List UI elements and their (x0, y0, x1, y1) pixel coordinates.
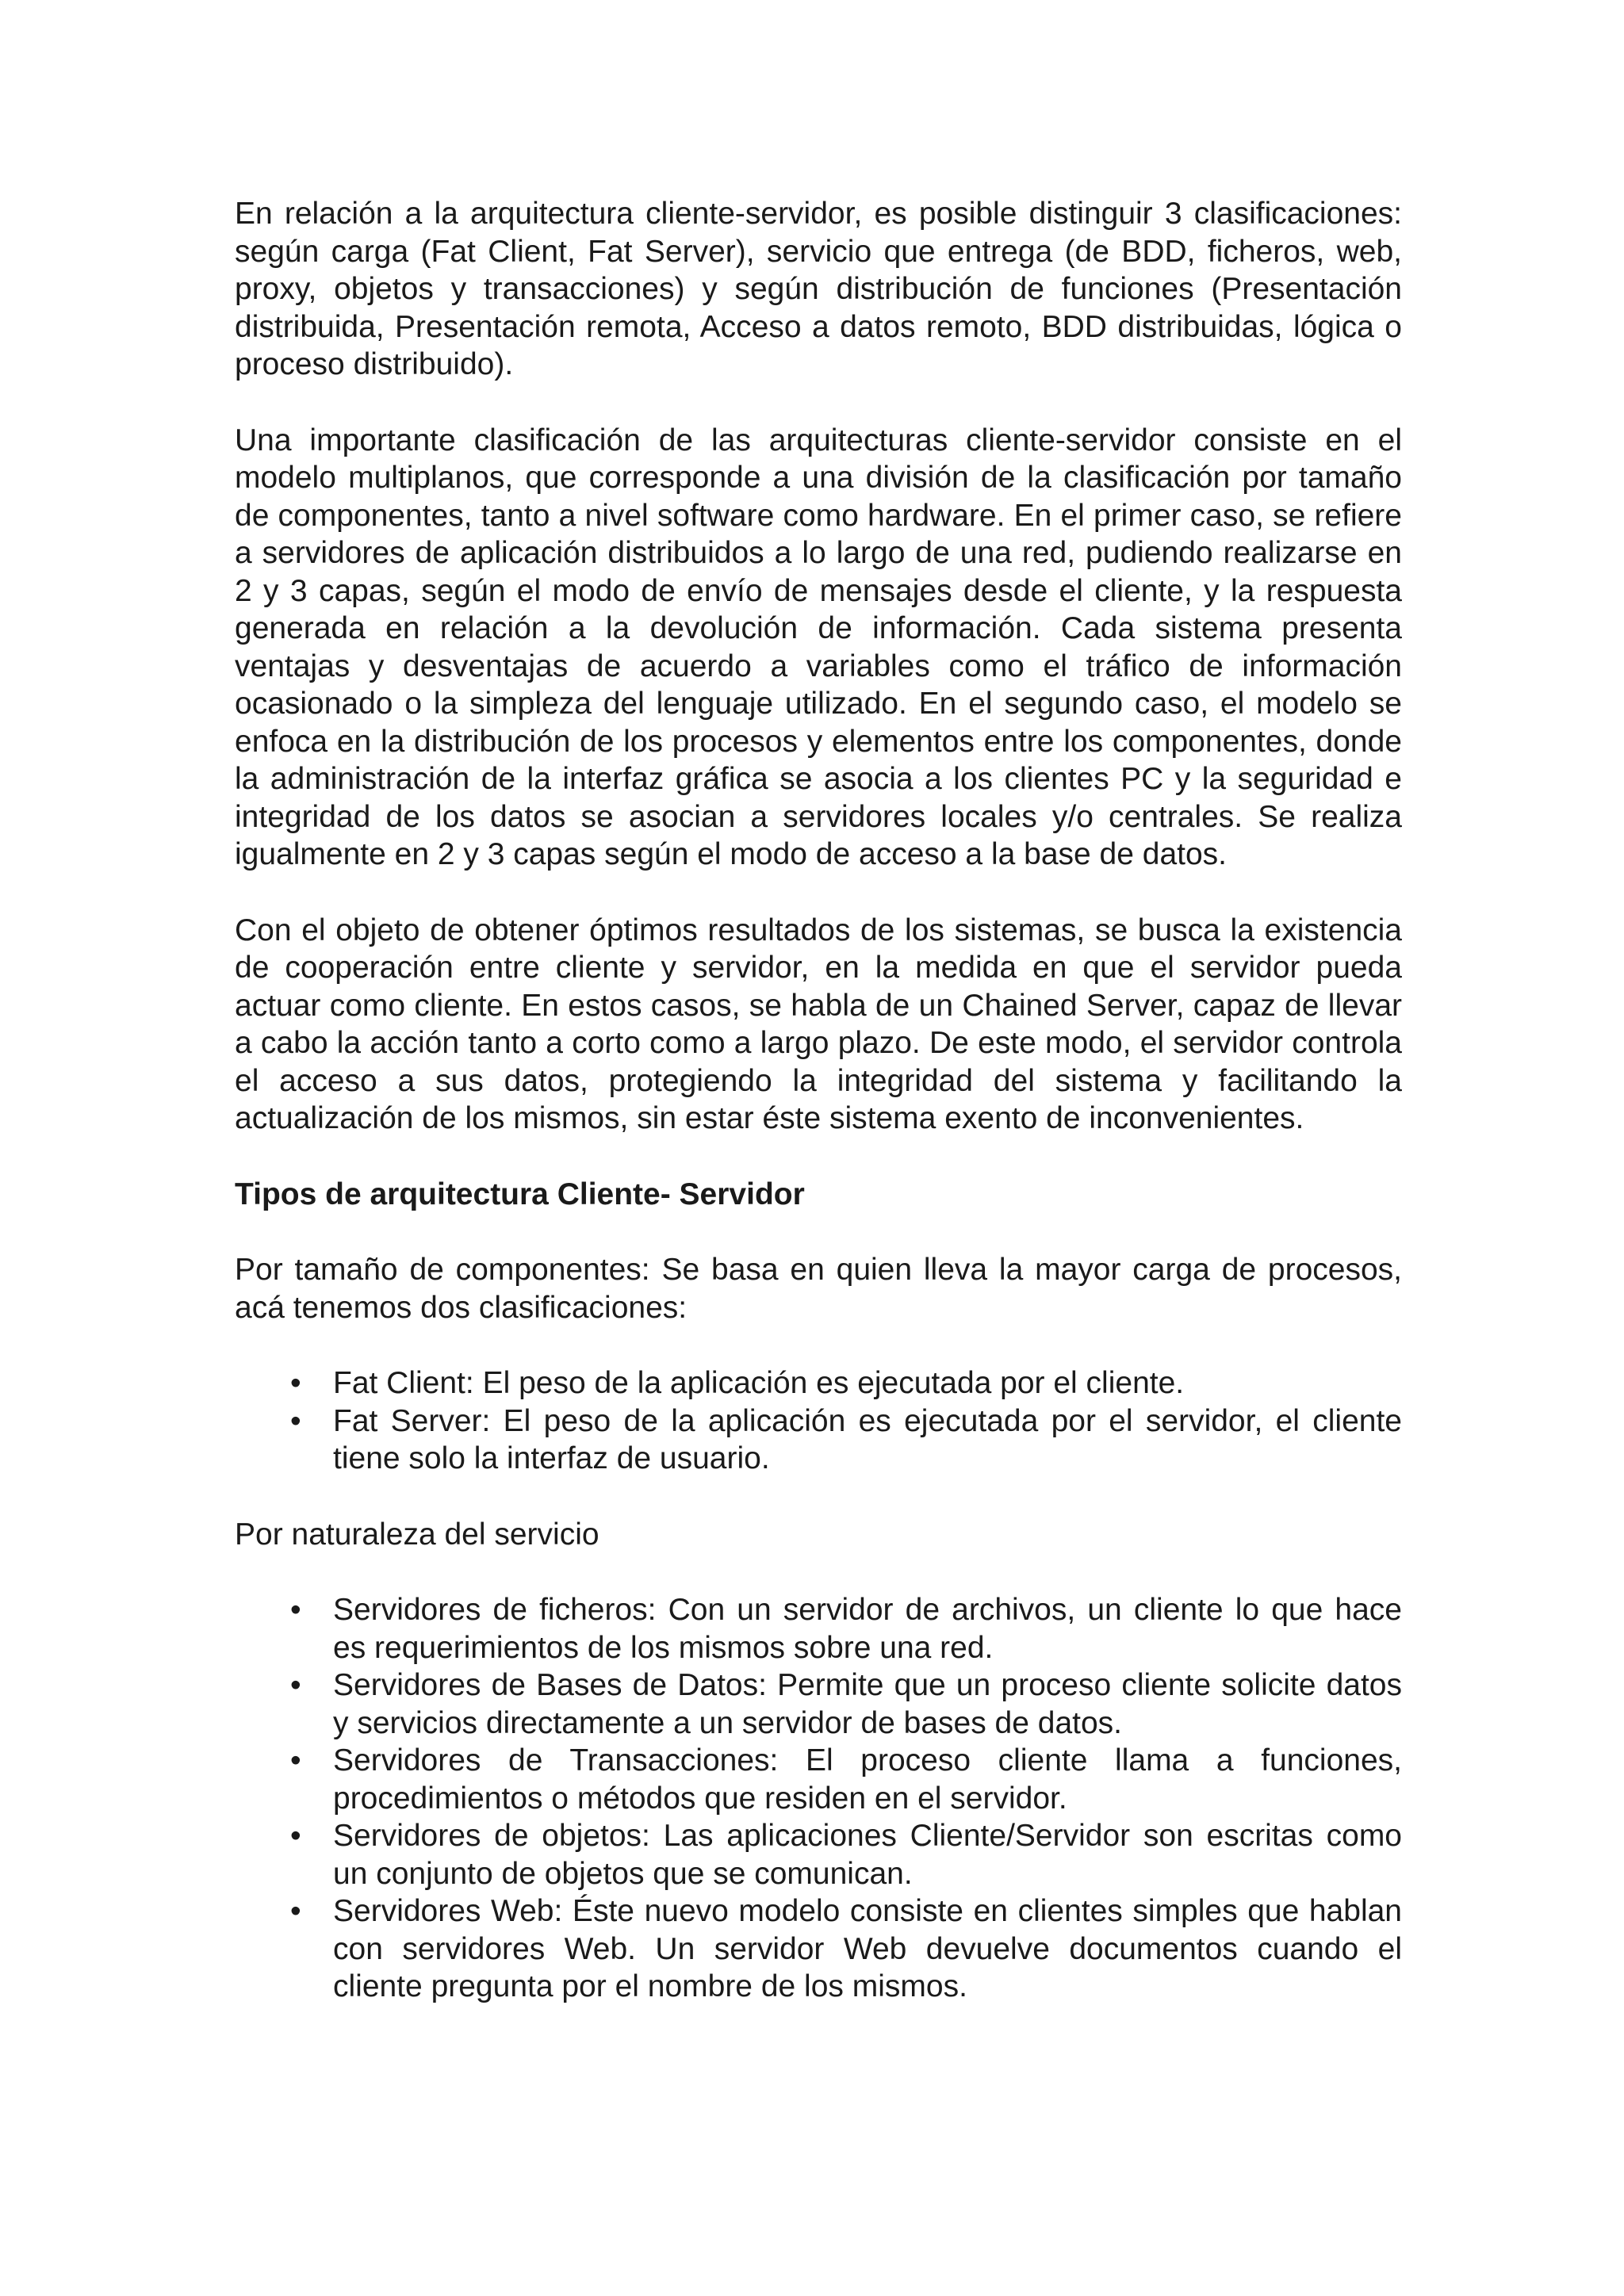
list-item (235, 1892, 1402, 2006)
list-item (235, 1364, 1402, 1402)
list-item (235, 1591, 1402, 1667)
bullet-icon: • (290, 1894, 301, 1928)
list-item-text: Servidores de Bases de Datos: Permite que un proceso cliente solicite datos y servicios directamente a un servidor de bases de datos. (333, 1668, 1402, 1740)
section-heading: Tipos de arquitectura Cliente- Servidor (235, 1177, 805, 1211)
nature-list (235, 1591, 1402, 2006)
paragraph-size-intro: Por tamaño de componentes: Se basa en quien lleva la mayor carga de procesos, acá tenemos dos clasificaciones: (235, 1253, 1402, 1325)
bullet-icon: • (290, 1403, 301, 1438)
list-item-text: Servidores de ficheros: Con un servidor de archivos, un cliente lo que hace es requerimientos de los mismos sobre una red. (333, 1593, 1402, 1665)
size-list (235, 1364, 1402, 1478)
list-item-text: Fat Server: El peso de la aplicación es ejecutada por el servidor, el cliente tiene solo la interfaz de usuario. (333, 1403, 1402, 1475)
paragraph-cooperation: Con el objeto de obtener óptimos resultados de los sistemas, se busca la existencia de cooperación entre cliente y servidor, en la medida en que el servidor pueda actuar como cliente. En estos casos, se habla de un Chained Server, capaz de llevar a cabo la acción tanto a corto como a largo plazo. De este modo, el servidor controla el acceso a sus datos, protegiendo la integridad del sistema y facilitando la actualización de los mismos, sin estar éste sistema exento de inconvenientes. (235, 913, 1402, 1135)
bullet-icon: • (290, 1743, 301, 1777)
list-item (235, 1667, 1402, 1742)
paragraph-nature-intro: Por naturaleza del servicio (235, 1517, 599, 1552)
bullet-icon: • (290, 1668, 301, 1702)
bullet-icon: • (290, 1366, 301, 1400)
bullet-icon: • (290, 1593, 301, 1627)
document-page (235, 195, 1402, 2044)
paragraph-intro: En relación a la arquitectura cliente-servidor, es posible distinguir 3 clasificaciones: según carga (Fat Client, Fat Server), servicio que entrega (de BDD, ficheros, web, proxy, objetos y transacciones) y según distribución de funciones (Presentación distribuida, Presentación remota, Acceso a datos remoto, BDD distribuidas, lógica o proceso distribuido). (235, 197, 1402, 381)
paragraph-multiplanos: Una importante clasificación de las arquitecturas cliente-servidor consiste en el modelo multiplanos, que corresponde a una división de la clasificación por tamaño de componentes, tanto a nivel software como hardware. En el primer caso, se refiere a servidores de aplicación distribuidos a lo largo de una red, pudiendo realizarse en 2 y 3 capas, según el modo de envío de mensajes desde el cliente, y la respuesta generada en relación a la devolución de información. Cada sistema presenta ventajas y desventajas de acuerdo a variables como el tráfico de información ocasionado o la simpleza del lenguaje utilizado. En el segundo caso, el modelo se enfoca en la distribución de los procesos y elementos entre los componentes, donde la administración de la interfaz gráfica se asocia a los clientes PC y la seguridad e integridad de los datos se asocian a servidores locales y/o centrales. Se realiza igualmente en 2 y 3 capas según el modo de acceso a la base de datos. (235, 423, 1402, 871)
list-item (235, 1402, 1402, 1478)
list-item (235, 1817, 1402, 1892)
list-item-text: Servidores Web: Éste nuevo modelo consiste en clientes simples que hablan con servidores Web. Un servidor Web devuelve documentos cuando el cliente pregunta por el nombre de los mismos. (333, 1894, 1402, 2003)
list-item-text: Servidores de Transacciones: El proceso cliente llama a funciones, procedimientos o métodos que residen en el servidor. (333, 1743, 1402, 1816)
list-item-text: Fat Client: El peso de la aplicación es ejecutada por el cliente. (333, 1366, 1185, 1400)
bullet-icon: • (290, 1819, 301, 1853)
list-item (235, 1742, 1402, 1817)
list-item-text: Servidores de objetos: Las aplicaciones Cliente/Servidor son escritas como un conjunto de objetos que se comunican. (333, 1819, 1402, 1891)
